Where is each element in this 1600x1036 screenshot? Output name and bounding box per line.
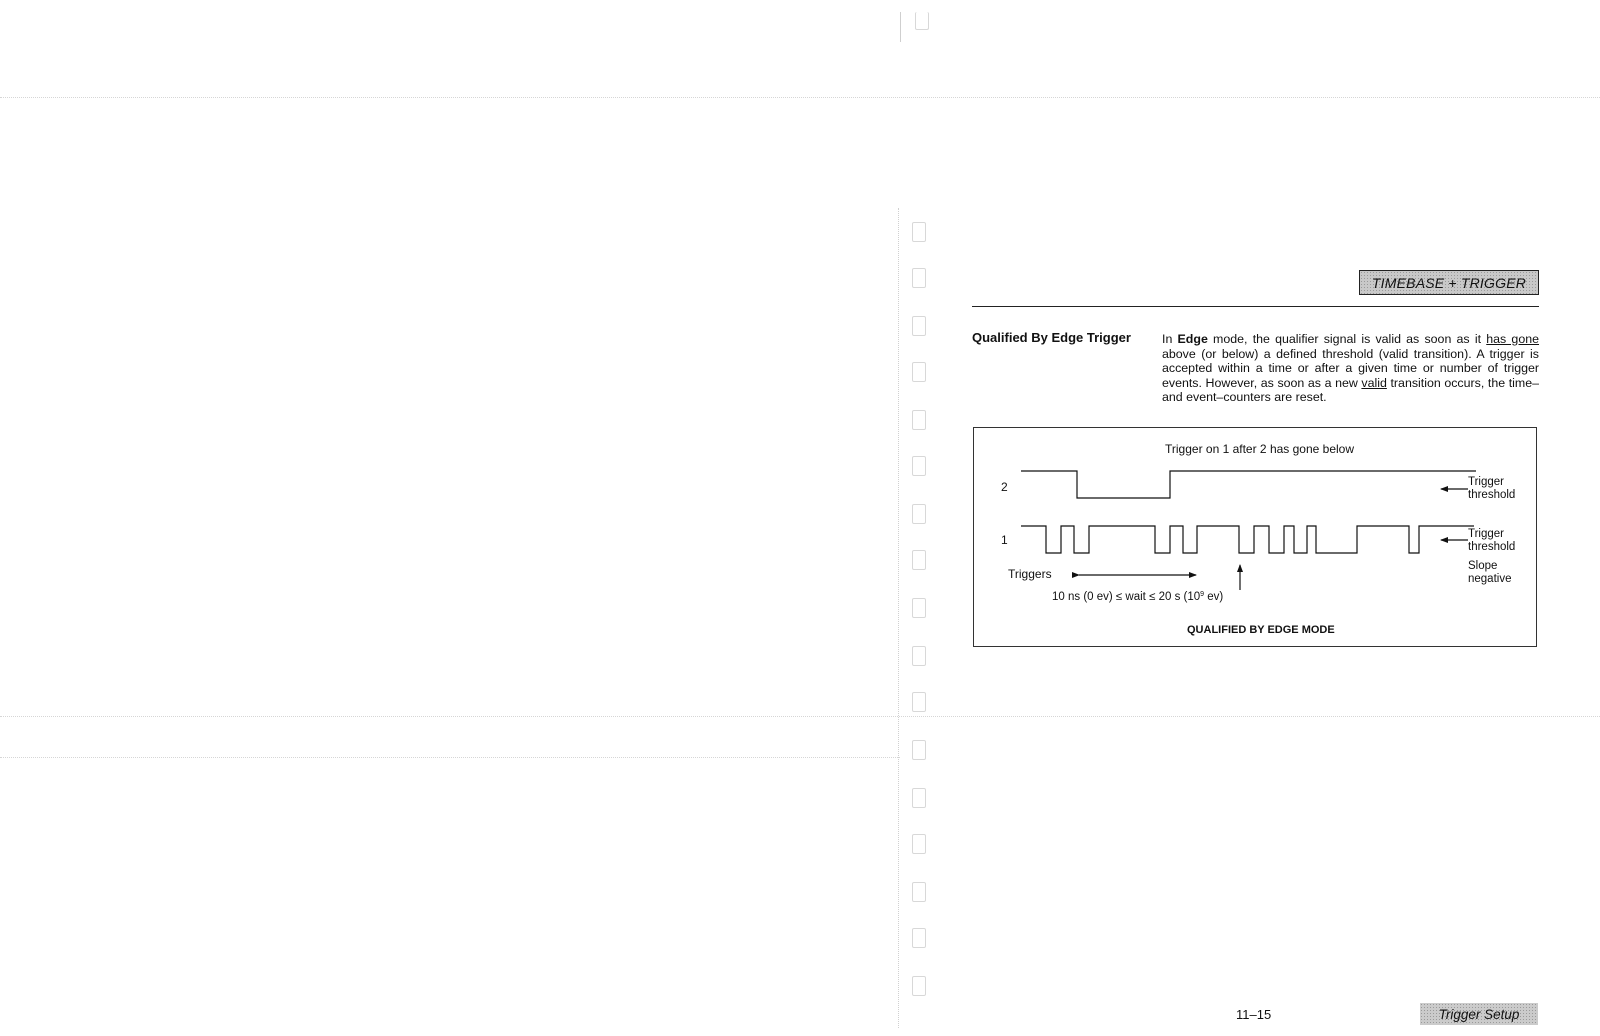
binding-hole [912, 316, 926, 336]
binding-hole [912, 976, 926, 996]
binding-hole [912, 504, 926, 524]
scan-line [0, 716, 1600, 717]
body-text-run: transition occurs, the time– and event–counters are reset. [1162, 375, 1539, 405]
binding-mark [900, 12, 901, 42]
binding-hole [912, 646, 926, 666]
diagram-title: Trigger on 1 after 2 has gone below [1165, 442, 1355, 456]
header-rule [972, 306, 1539, 307]
binding-hole [912, 882, 926, 902]
binding-hole [912, 268, 926, 288]
body-text-run: above (or below) a defined threshold (valid transition). A trigger is accepted within a time or after a given time or number of trigger events. However, as soon as a new [1162, 346, 1539, 390]
threshold-label-2: Trigger threshold [1468, 476, 1516, 501]
binding-hole [915, 12, 929, 30]
binding-hole [912, 222, 926, 242]
scan-line [0, 97, 1600, 98]
binding-hole [912, 362, 926, 382]
threshold-label-1: Trigger threshold [1468, 528, 1516, 553]
section-tab: TIMEBASE + TRIGGER [1359, 270, 1539, 295]
figure-caption: QUALIFIED BY EDGE MODE [1187, 624, 1335, 636]
page-edge [898, 208, 899, 1028]
page-number: 11–15 [1236, 1007, 1272, 1022]
body-paragraph [1162, 332, 1539, 405]
binding-hole [912, 598, 926, 618]
binding-hole [912, 740, 926, 760]
binding-hole [912, 834, 926, 854]
footer-section-tab: Trigger Setup [1420, 1003, 1538, 1025]
binding-hole [912, 410, 926, 430]
body-text-run: mode, the qualifier signal is valid as soon as it [1207, 332, 1487, 346]
body-text-run: valid [1361, 375, 1387, 390]
body-text-run: has gone [1486, 332, 1540, 346]
binding-hole [912, 788, 926, 808]
timing-diagram-figure [973, 427, 1537, 647]
slope-label: Slope negative [1468, 560, 1512, 585]
timing-diagram [974, 428, 1538, 648]
channel-1-waveform [1021, 526, 1474, 553]
binding-hole [912, 456, 926, 476]
binding-hole [912, 928, 926, 948]
wait-label: 10 ns (0 ev) ≤ wait ≤ 20 s ($10^9$ ev) [1052, 591, 1224, 603]
channel-2-label: 2 [1001, 480, 1008, 494]
channel-2-waveform [1021, 471, 1476, 498]
scan-line [0, 757, 900, 758]
section-heading: Qualified By Edge Trigger [972, 330, 1131, 345]
binding-hole [912, 550, 926, 570]
binding-hole [912, 692, 926, 712]
channel-1-label: 1 [1001, 533, 1008, 547]
body-text-run: In [1162, 332, 1178, 346]
triggers-label: Triggers [1008, 567, 1052, 581]
body-text-run: Edge [1177, 332, 1208, 346]
